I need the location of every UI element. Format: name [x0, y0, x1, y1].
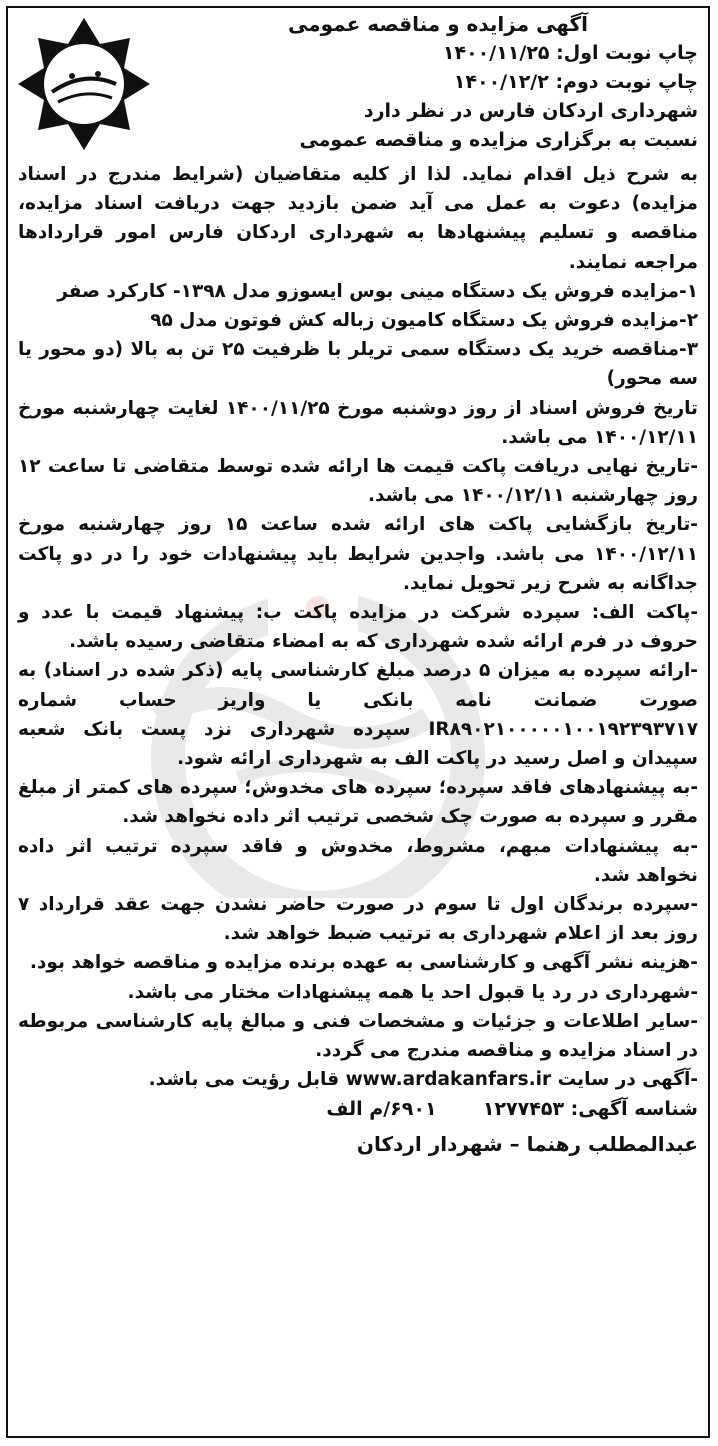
second-print-date: چاپ نوبت دوم: ۱۴۰۰/۱۲/۲: [453, 71, 698, 93]
paragraph-winners: -سپرده برندگان اول تا سوم در صورت حاضر نشدن جهت عقد قرارداد ۷ روز بعد از اعلام شهرداری به ترتیب ضبط خواهد شد.: [18, 894, 698, 945]
municipality-logo-icon: [14, 14, 154, 154]
intro-line-1: شهرداری اردکان فارس در نظر دارد: [363, 100, 698, 122]
intro-line-2: نسبت به برگزاری مزایده و مناقصه عمومی: [299, 129, 698, 151]
intro-paragraph: به شرح ذیل اقدام نماید. لذا از کلیه متقاضیان (شرایط مندرج در اسناد مزایده) دعوت به عمل می آید ضمن بازدید جهت دریافت اسناد مزایده، مناقصه و تسلیم پیشنهادها به شهرداری اردکان فارس امور قراردادها مراجعه نمایند.: [18, 164, 698, 273]
ad-body: [8, 160, 708, 1159]
ad-identifier: [18, 1095, 698, 1124]
paragraph-no-deposit: -به پیشنهادهای فاقد سپرده؛ سپرده های مخدوش؛ سپرده های کمتر از مبلغ مقرر و سپرده به صورت چک شخصی ترتیب اثر داده نخواهد شد.: [18, 777, 698, 828]
ad-id-label: شناسه آگهی:: [570, 1097, 698, 1120]
paragraph-costs: -هزینه نشر آگهی و کارشناسی به عهده برنده مزایده و مناقصه خواهد بود.: [29, 952, 698, 974]
paragraph-rights: -شهرداری در رد یا قبول احد یا همه پیشنهادات مختار می باشد.: [127, 981, 698, 1003]
website-link[interactable]: www.ardakanfars.ir: [345, 1069, 552, 1091]
paragraph-sale-dates: تاریخ فروش اسناد از روز دوشنبه مورخ ۱۴۰۰/۱۱/۲۵ لغایت چهارشنبه مورخ ۱۴۰۰/۱۲/۱۱ می باشد.: [18, 397, 699, 448]
ad-code: ۶۹۰۱/م الف: [326, 1097, 437, 1120]
paragraph-deadline: -تاریخ نهایی دریافت پاکت قیمت ها ارائه شده توسط متقاضی تا ساعت ۱۲ روز چهارشنبه ۱۴۰۰/۱۲/۱۱ می باشد.: [18, 456, 698, 507]
header-text: [158, 10, 698, 155]
paragraph-envelopes: -پاکت الف: سپرده شرکت در مزایده پاکت ب: پیشنهاد قیمت با عدد و حروف در فرم ارائه شده شهرداری که به امضاء متقاضی رسیده باشد.: [18, 602, 698, 653]
ad-header: [8, 8, 708, 160]
first-print-date: چاپ نوبت اول: ۱۴۰۰/۱۱/۲۵: [442, 42, 698, 64]
paragraph-ambiguous: -به پیشنهادات مبهم، مشروط، مخدوش و فاقد سپرده ترتیب اثر داده نخواهد شد.: [18, 835, 698, 886]
item-1: ۱-مزایده فروش یک دستگاه مینی بوس ایسوزو مدل ۱۳۹۸- کارکرد صفر: [57, 280, 698, 302]
ad-id-value: ۱۲۷۷۴۵۳: [482, 1097, 565, 1120]
item-2: ۲-مزایده فروش یک دستگاه کامیون زباله کش فوتون مدل ۹۵: [150, 310, 698, 332]
paragraph-deposit: -ارائه سپرده به میزان ۵ درصد مبلغ کارشناسی پایه (ذکر شده در اسناد) به صورت ضمانت نامه بانکی یا واریز حساب شماره IR۸۹۰۲۱۰۰۰۰۰۱۰۰۱۹۲۳۹۳۷۱۷ سپرده شهرداری نزد پست بانک شعبه سپیدان و اصل رسید در پاکت الف به شهرداری ارائه شود.: [18, 660, 698, 770]
item-3: ۳-مناقصه خرید یک دستگاه سمی تریلر با ظرفیت ۲۵ تن به بالا (دو محور یا سه محور): [18, 339, 699, 390]
signature: عبدالمطلب رهنما – شهردار اردکان: [356, 1131, 698, 1156]
website-prefix: -آگهی در سایت: [557, 1069, 698, 1091]
ad-title: آگهی مزایده و مناقصه عمومی: [288, 12, 588, 36]
paragraph-other-info: -سایر اطلاعات و جزئیات و مشخصات فنی و مبالغ پایه کارشناسی مربوطه در اسناد مزایده و مناقصه مندرج می گردد.: [18, 1010, 698, 1062]
website-suffix: قابل رؤیت می باشد.: [148, 1069, 340, 1091]
ad-frame: [6, 6, 710, 1438]
paragraph-opening: -تاریخ بازگشایی پاکت های ارائه شده ساعت ۱۵ روز چهارشنبه مورخ ۱۴۰۰/۱۲/۱۱ می باشد. واجدین شرایط باید پیشنهادات خود را در دو پاکت جداگانه به شرح زیر تحویل نماید.: [18, 514, 698, 594]
paragraph-website: [18, 1065, 698, 1094]
